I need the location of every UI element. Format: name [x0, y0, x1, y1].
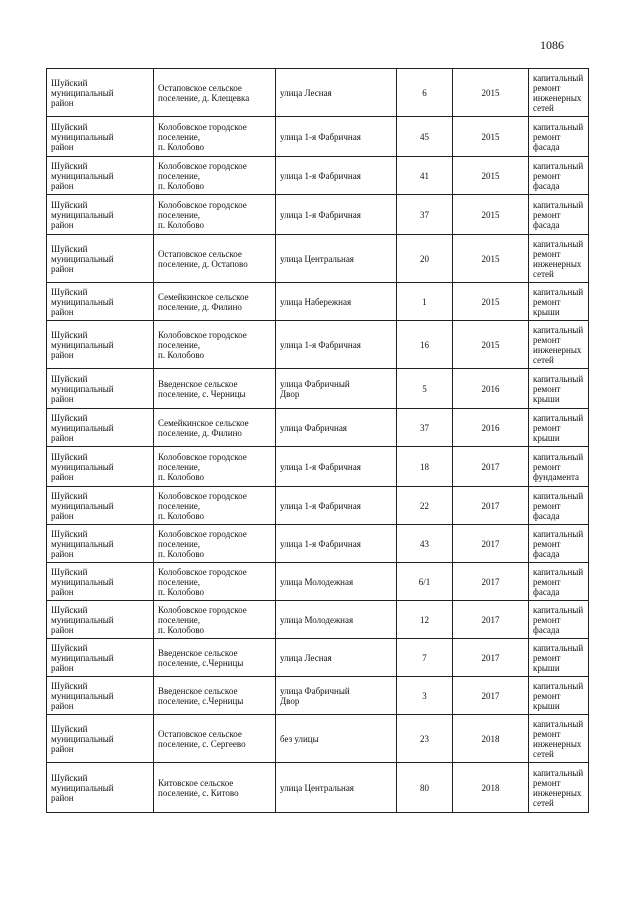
year-cell-text: 2015: [481, 131, 500, 142]
house-number-cell-text: 43: [420, 538, 429, 549]
table-row: [47, 447, 589, 487]
district-cell: [47, 283, 154, 321]
year-cell: [453, 195, 529, 235]
house-number-cell: [397, 157, 453, 195]
street-cell-text: улица 1-я Фабричная: [280, 461, 361, 472]
settlement-cell-text: Колобовское городское поселение, п. Колобово: [158, 566, 247, 597]
district-cell-text: Шуйский муниципальный район: [51, 772, 114, 803]
street-cell: [276, 487, 397, 525]
year-cell: [453, 763, 529, 813]
repair-schedule-table: [46, 68, 589, 813]
settlement-cell-text: Введенское сельское поселение, с. Черницы: [158, 378, 246, 399]
district-cell-text: Шуйский муниципальный район: [51, 160, 114, 191]
settlement-cell: [154, 235, 276, 283]
house-number-cell-text: 37: [420, 422, 429, 433]
work-type-cell: [529, 195, 589, 235]
table-row: [47, 677, 589, 715]
work-type-cell: [529, 447, 589, 487]
work-type-cell: [529, 677, 589, 715]
house-number-cell-text: 6: [422, 87, 427, 98]
house-number-cell-text: 20: [420, 253, 429, 264]
work-type-cell-text: капитальный ремонт крыши: [533, 286, 584, 317]
year-cell: [453, 715, 529, 763]
settlement-cell: [154, 563, 276, 601]
work-type-cell-text: капитальный ремонт фасада: [533, 528, 584, 559]
settlement-cell-text: Китовское сельское поселение, с. Китово: [158, 777, 239, 798]
settlement-cell-text: Колобовское городское поселение, п. Колобово: [158, 528, 247, 559]
street-cell: [276, 447, 397, 487]
year-cell: [453, 283, 529, 321]
settlement-cell: [154, 409, 276, 447]
work-type-cell-text: капитальный ремонт инженерных сетей: [533, 718, 584, 759]
year-cell-text: 2016: [481, 383, 500, 394]
district-cell-text: Шуйский муниципальный район: [51, 680, 114, 711]
table-body: [47, 69, 589, 813]
street-cell: [276, 715, 397, 763]
house-number-cell: [397, 117, 453, 157]
settlement-cell: [154, 487, 276, 525]
work-type-cell: [529, 409, 589, 447]
table-row: [47, 763, 589, 813]
settlement-cell: [154, 677, 276, 715]
district-cell-text: Шуйский муниципальный район: [51, 566, 114, 597]
year-cell-text: 2017: [481, 652, 500, 663]
district-cell: [47, 563, 154, 601]
work-type-cell: [529, 763, 589, 813]
year-cell-text: 2017: [481, 690, 500, 701]
year-cell-text: 2015: [481, 209, 500, 220]
table-row: [47, 601, 589, 639]
work-type-cell: [529, 369, 589, 409]
street-cell-text: улица Молодежная: [280, 614, 354, 625]
house-number-cell-text: 80: [420, 782, 429, 793]
year-cell: [453, 447, 529, 487]
district-cell: [47, 639, 154, 677]
work-type-cell: [529, 525, 589, 563]
street-cell: [276, 69, 397, 117]
district-cell: [47, 677, 154, 715]
street-cell-text: улица 1-я Фабричная: [280, 339, 361, 350]
settlement-cell-text: Колобовское городское поселение, п. Колобово: [158, 121, 247, 152]
district-cell-text: Шуйский муниципальный район: [51, 604, 114, 635]
district-cell-text: Шуйский муниципальный район: [51, 199, 114, 230]
work-type-cell-text: капитальный ремонт фасада: [533, 566, 584, 597]
work-type-cell-text: капитальный ремонт фасада: [533, 199, 584, 230]
street-cell: [276, 525, 397, 563]
year-cell: [453, 601, 529, 639]
work-type-cell-text: капитальный ремонт крыши: [533, 412, 584, 443]
street-cell-text: улица Центральная: [280, 253, 354, 264]
year-cell: [453, 487, 529, 525]
year-cell: [453, 369, 529, 409]
settlement-cell: [154, 157, 276, 195]
settlement-cell: [154, 639, 276, 677]
street-cell: [276, 235, 397, 283]
table-row: [47, 69, 589, 117]
district-cell: [47, 69, 154, 117]
street-cell-text: улица 1-я Фабричная: [280, 131, 361, 142]
settlement-cell-text: Колобовское городское поселение, п. Колобово: [158, 199, 247, 230]
table-row: [47, 321, 589, 369]
work-type-cell-text: капитальный ремонт фундамента: [533, 451, 584, 482]
street-cell-text: улица Набережная: [280, 296, 352, 307]
table-row: [47, 235, 589, 283]
settlement-cell: [154, 195, 276, 235]
house-number-cell: [397, 563, 453, 601]
house-number-cell-text: 23: [420, 733, 429, 744]
work-type-cell-text: капитальный ремонт крыши: [533, 373, 584, 404]
work-type-cell-text: капитальный ремонт крыши: [533, 642, 584, 673]
work-type-cell-text: капитальный ремонт фасада: [533, 121, 584, 152]
street-cell-text: улица Фабричный Двор: [280, 378, 350, 399]
house-number-cell-text: 37: [420, 209, 429, 220]
district-cell: [47, 117, 154, 157]
district-cell: [47, 525, 154, 563]
work-type-cell: [529, 235, 589, 283]
house-number-cell-text: 18: [420, 461, 429, 472]
year-cell: [453, 321, 529, 369]
district-cell-text: Шуйский муниципальный район: [51, 723, 114, 754]
district-cell-text: Шуйский муниципальный район: [51, 528, 114, 559]
table-row: [47, 283, 589, 321]
district-cell-text: Шуйский муниципальный район: [51, 642, 114, 673]
district-cell: [47, 763, 154, 813]
settlement-cell: [154, 715, 276, 763]
district-cell: [47, 601, 154, 639]
street-cell: [276, 601, 397, 639]
table-row: [47, 563, 589, 601]
house-number-cell-text: 3: [422, 690, 427, 701]
table-row: [47, 409, 589, 447]
work-type-cell-text: капитальный ремонт инженерных сетей: [533, 767, 584, 808]
year-cell-text: 2017: [481, 538, 500, 549]
street-cell: [276, 369, 397, 409]
settlement-cell-text: Остаповское сельское поселение, д. Клещевка: [158, 82, 250, 103]
settlement-cell: [154, 283, 276, 321]
street-cell: [276, 563, 397, 601]
house-number-cell: [397, 69, 453, 117]
settlement-cell: [154, 447, 276, 487]
house-number-cell-text: 1: [422, 296, 427, 307]
street-cell: [276, 195, 397, 235]
district-cell: [47, 369, 154, 409]
work-type-cell-text: капитальный ремонт инженерных сетей: [533, 72, 584, 113]
house-number-cell-text: 22: [420, 500, 429, 511]
year-cell: [453, 563, 529, 601]
house-number-cell: [397, 639, 453, 677]
house-number-cell-text: 45: [420, 131, 429, 142]
street-cell: [276, 763, 397, 813]
street-cell: [276, 283, 397, 321]
year-cell-text: 2016: [481, 422, 500, 433]
street-cell-text: улица Фабричный Двор: [280, 685, 350, 706]
settlement-cell-text: Остаповское сельское поселение, с. Сергеево: [158, 728, 246, 749]
year-cell-text: 2018: [481, 782, 500, 793]
settlement-cell: [154, 321, 276, 369]
work-type-cell: [529, 69, 589, 117]
year-cell-text: 2017: [481, 576, 500, 587]
settlement-cell-text: Семейкинское сельское поселение, д. Филино: [158, 417, 249, 438]
table-row: [47, 195, 589, 235]
district-cell: [47, 195, 154, 235]
street-cell-text: улица Фабричная: [280, 422, 347, 433]
house-number-cell: [397, 447, 453, 487]
year-cell: [453, 157, 529, 195]
year-cell: [453, 409, 529, 447]
work-type-cell: [529, 487, 589, 525]
settlement-cell-text: Колобовское городское поселение, п. Колобово: [158, 160, 247, 191]
district-cell: [47, 157, 154, 195]
street-cell-text: улица 1-я Фабричная: [280, 538, 361, 549]
street-cell-text: улица 1-я Фабричная: [280, 209, 361, 220]
table-row: [47, 525, 589, 563]
work-type-cell: [529, 283, 589, 321]
settlement-cell-text: Семейкинское сельское поселение, д. Филино: [158, 291, 249, 312]
street-cell-text: без улицы: [280, 733, 319, 744]
house-number-cell: [397, 321, 453, 369]
settlement-cell: [154, 369, 276, 409]
year-cell-text: 2015: [481, 170, 500, 181]
street-cell: [276, 677, 397, 715]
house-number-cell-text: 16: [420, 339, 429, 350]
settlement-cell-text: Введенское сельское поселение, с.Черницы: [158, 685, 244, 706]
house-number-cell-text: 41: [420, 170, 429, 181]
work-type-cell: [529, 563, 589, 601]
street-cell-text: улица Центральная: [280, 782, 354, 793]
table-row: [47, 639, 589, 677]
year-cell: [453, 677, 529, 715]
year-cell-text: 2015: [481, 87, 500, 98]
work-type-cell-text: капитальный ремонт инженерных сетей: [533, 238, 584, 279]
district-cell: [47, 715, 154, 763]
house-number-cell-text: 7: [422, 652, 427, 663]
table-row: [47, 715, 589, 763]
work-type-cell: [529, 117, 589, 157]
district-cell-text: Шуйский муниципальный район: [51, 121, 114, 152]
district-cell: [47, 487, 154, 525]
work-type-cell-text: капитальный ремонт фасада: [533, 604, 584, 635]
district-cell: [47, 321, 154, 369]
settlement-cell-text: Колобовское городское поселение, п. Колобово: [158, 451, 247, 482]
district-cell-text: Шуйский муниципальный район: [51, 490, 114, 521]
year-cell-text: 2018: [481, 733, 500, 744]
table-row: [47, 487, 589, 525]
street-cell: [276, 639, 397, 677]
house-number-cell-text: 6/1: [418, 576, 431, 587]
street-cell: [276, 409, 397, 447]
street-cell-text: улица Лесная: [280, 87, 332, 98]
district-cell-text: Шуйский муниципальный район: [51, 329, 114, 360]
street-cell: [276, 117, 397, 157]
work-type-cell: [529, 639, 589, 677]
settlement-cell-text: Колобовское городское поселение, п. Колобово: [158, 490, 247, 521]
work-type-cell-text: капитальный ремонт фасада: [533, 490, 584, 521]
year-cell-text: 2015: [481, 253, 500, 264]
district-cell-text: Шуйский муниципальный район: [51, 373, 114, 404]
house-number-cell: [397, 677, 453, 715]
district-cell: [47, 409, 154, 447]
street-cell-text: улица Молодежная: [280, 576, 354, 587]
year-cell-text: 2015: [481, 339, 500, 350]
settlement-cell-text: Введенское сельское поселение, с.Черницы: [158, 647, 244, 668]
work-type-cell-text: капитальный ремонт инженерных сетей: [533, 324, 584, 365]
house-number-cell: [397, 409, 453, 447]
work-type-cell-text: капитальный ремонт фасада: [533, 160, 584, 191]
house-number-cell-text: 5: [422, 383, 427, 394]
house-number-cell-text: 12: [420, 614, 429, 625]
work-type-cell: [529, 157, 589, 195]
house-number-cell: [397, 369, 453, 409]
street-cell: [276, 157, 397, 195]
district-cell-text: Шуйский муниципальный район: [51, 451, 114, 482]
year-cell: [453, 117, 529, 157]
year-cell-text: 2017: [481, 614, 500, 625]
street-cell-text: улица Лесная: [280, 652, 332, 663]
house-number-cell: [397, 487, 453, 525]
house-number-cell: [397, 601, 453, 639]
district-cell-text: Шуйский муниципальный район: [51, 77, 114, 108]
table-row: [47, 157, 589, 195]
district-cell: [47, 447, 154, 487]
table-row: [47, 369, 589, 409]
year-cell-text: 2017: [481, 500, 500, 511]
house-number-cell: [397, 763, 453, 813]
work-type-cell: [529, 715, 589, 763]
house-number-cell: [397, 195, 453, 235]
district-cell-text: Шуйский муниципальный район: [51, 286, 114, 317]
settlement-cell: [154, 763, 276, 813]
work-type-cell: [529, 321, 589, 369]
settlement-cell: [154, 117, 276, 157]
year-cell: [453, 525, 529, 563]
street-cell-text: улица 1-я Фабричная: [280, 500, 361, 511]
year-cell-text: 2015: [481, 296, 500, 307]
settlement-cell-text: Колобовское городское поселение, п. Колобово: [158, 604, 247, 635]
work-type-cell: [529, 601, 589, 639]
table-row: [47, 117, 589, 157]
house-number-cell: [397, 525, 453, 563]
street-cell-text: улица 1-я Фабричная: [280, 170, 361, 181]
settlement-cell: [154, 601, 276, 639]
settlement-cell-text: Остаповское сельское поселение, д. Остапово: [158, 248, 248, 269]
district-cell: [47, 235, 154, 283]
year-cell: [453, 235, 529, 283]
work-type-cell-text: капитальный ремонт крыши: [533, 680, 584, 711]
house-number-cell: [397, 235, 453, 283]
year-cell-text: 2017: [481, 461, 500, 472]
settlement-cell: [154, 69, 276, 117]
district-cell-text: Шуйский муниципальный район: [51, 243, 114, 274]
street-cell: [276, 321, 397, 369]
year-cell: [453, 639, 529, 677]
settlement-cell-text: Колобовское городское поселение, п. Колобово: [158, 329, 247, 360]
settlement-cell: [154, 525, 276, 563]
house-number-cell: [397, 283, 453, 321]
house-number-cell: [397, 715, 453, 763]
year-cell: [453, 69, 529, 117]
district-cell-text: Шуйский муниципальный район: [51, 412, 114, 443]
page-number: 1086: [540, 38, 564, 52]
